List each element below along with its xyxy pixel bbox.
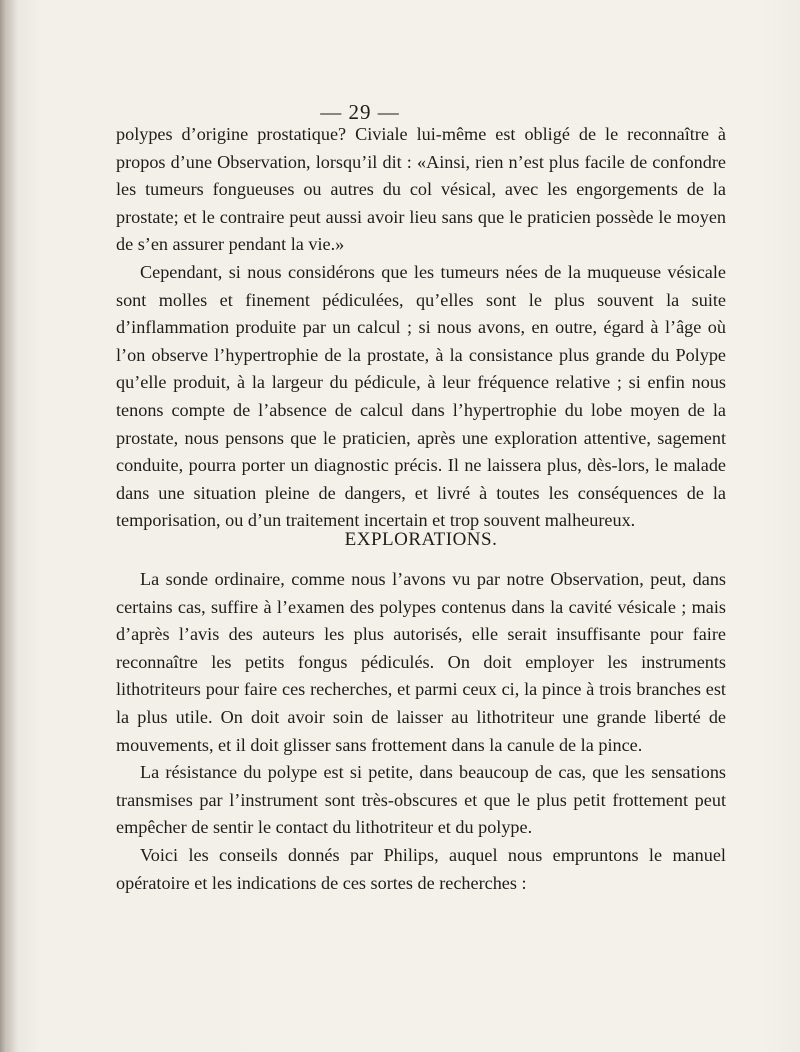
paragraph-3: La sonde ordinaire, comme nous l’avons vu par notre Observation, peut, dans certains cas, suffire à l’examen des polypes contenus dans la cavité vésicale ; mais d’après l’avis des auteurs les plus autorisés, elle serait insuffisante pour faire reconnaître les petits fongus pédiculés. On doit employer les instruments lithotriteurs pour faire ces recherches, et parmi ceux ci, la pince à trois branches est la plus utile. On doit avoir soin de laisser au lithotriteur une grande liberté de mouvements, et il doit glisser sans frottement dans la canule de la pince. (116, 569, 726, 755)
paragraph-2: Cependant, si nous considérons que les tumeurs nées de la muqueuse vésicale sont molles et finement pédiculées, qu’elles sont le plus souvent la suite d’inflammation produite par un calcul ; si nous avons, en outre, égard à l’âge où l’on observe l’hypertrophie de la prostate, à la consistance plus grande du Polype qu’elle produit, à la largeur du pédicule, à leur fréquence relative ; si enfin nous tenons compte de l’absence de calcul dans l’hypertrophie du lobe moyen de la prostate, nous pensons que le praticien, après une exploration attentive, sagement conduite, pourra porter un diagnostic précis. Il ne laissera plus, dès-lors, le malade dans une situation pleine de dangers, et livré à toutes les conséquences de la temporisation, ou d’un traitement incertain et trop souvent malheureux. (116, 261, 726, 531)
paragraph-1: polypes d’origine prostatique? Civiale lui-même est obligé de le reconnaître à propos d’une Observation, lorsqu’il dit : «Ainsi, rien n’est plus facile de confondre les tumeurs fongueuses ou autres du col vésical, avec les engorgements de la prostate; et le contraire peut aussi avoir lieu sans que le praticien possède le moyen de s’en assurer pendant la vie.» (116, 124, 726, 255)
page-binding-edge (0, 0, 18, 1052)
body-text-bottom (116, 566, 726, 897)
page-number: — 29 — (320, 100, 400, 124)
paragraph-4: La résistance du polype est si petite, dans beaucoup de cas, que les sensations transmises par l’instrument sont très-obscures et que le plus petit frottement peut empêcher de sentir le contact du lithotriteur et du polype. (116, 762, 726, 838)
paragraph-5: Voici les conseils donnés par Philips, auquel nous empruntons le manuel opératoire et les indications de ces sortes de recherches : (116, 844, 726, 893)
body-text-top (116, 121, 726, 535)
section-title: EXPLORATIONS. (344, 529, 498, 550)
